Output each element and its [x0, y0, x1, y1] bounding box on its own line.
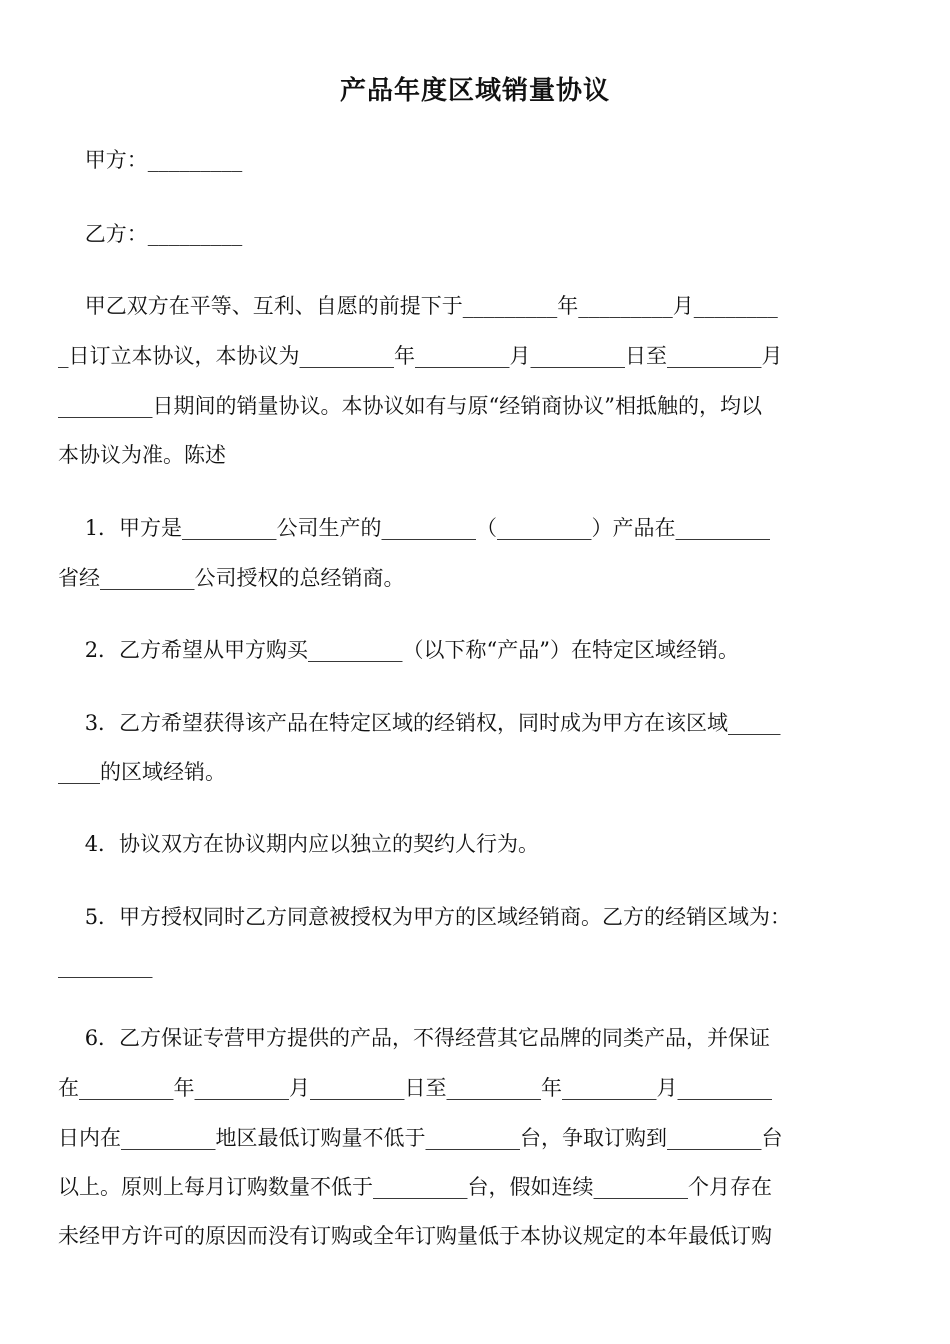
document-title: 产品年度区域销量协议 [339, 76, 610, 106]
clause-6-line: 未经甲方许可的原因而没有订购或全年订购量低于本协议规定的本年最低订购 [58, 1224, 772, 1248]
clause-3-line: 3．乙方希望获得该产品在特定区域的经销权，同时成为甲方在该区域_____ [58, 711, 781, 735]
preamble-line: _________日期间的销量协议。本协议如有与原“经销商协议”相抵触的，均以 [58, 394, 762, 418]
clause-6-line: 在_________年_________月_________日至_________年_________月_________ [58, 1076, 772, 1100]
clause-3-line: ____的区域经销。 [58, 760, 226, 784]
clause-6-line: 日内在_________地区最低订购量不低于_________台，争取订购到_________台 [58, 1126, 783, 1150]
preamble-line: 本协议为准。陈述 [58, 443, 226, 467]
clause-1-line: 1．甲方是_________公司生产的_________（_________）产品在_________ [58, 516, 771, 540]
party-a-line: 甲方：_________ [58, 148, 243, 172]
clause-6-line: 6．乙方保证专营甲方提供的产品，不得经营其它品牌的同类产品，并保证 [58, 1026, 771, 1050]
preamble-line: 甲乙双方在平等、互利、自愿的前提下于_________年_________月________ [58, 294, 778, 318]
clause-1-line: 省经_________公司授权的总经销商。 [58, 566, 405, 590]
clause-4-line: 4．协议双方在协议期内应以独立的契约人行为。 [58, 832, 540, 856]
party-b-line: 乙方：_________ [58, 222, 243, 246]
clause-5-line: 5．甲方授权同时乙方同意被授权为甲方的区域经销商。乙方的经销区域为： [58, 905, 792, 929]
preamble-line: _日订立本协议，本协议为_________年_________月_________日至_________月 [58, 344, 783, 368]
clause-6-line: 以上。原则上每月订购数量不低于_________台，假如连续_________个月存在 [58, 1175, 772, 1199]
clause-2-line: 2．乙方希望从甲方购买_________（以下称“产品”）在特定区域经销。 [58, 638, 740, 662]
clause-5-line: _________ [58, 954, 153, 978]
